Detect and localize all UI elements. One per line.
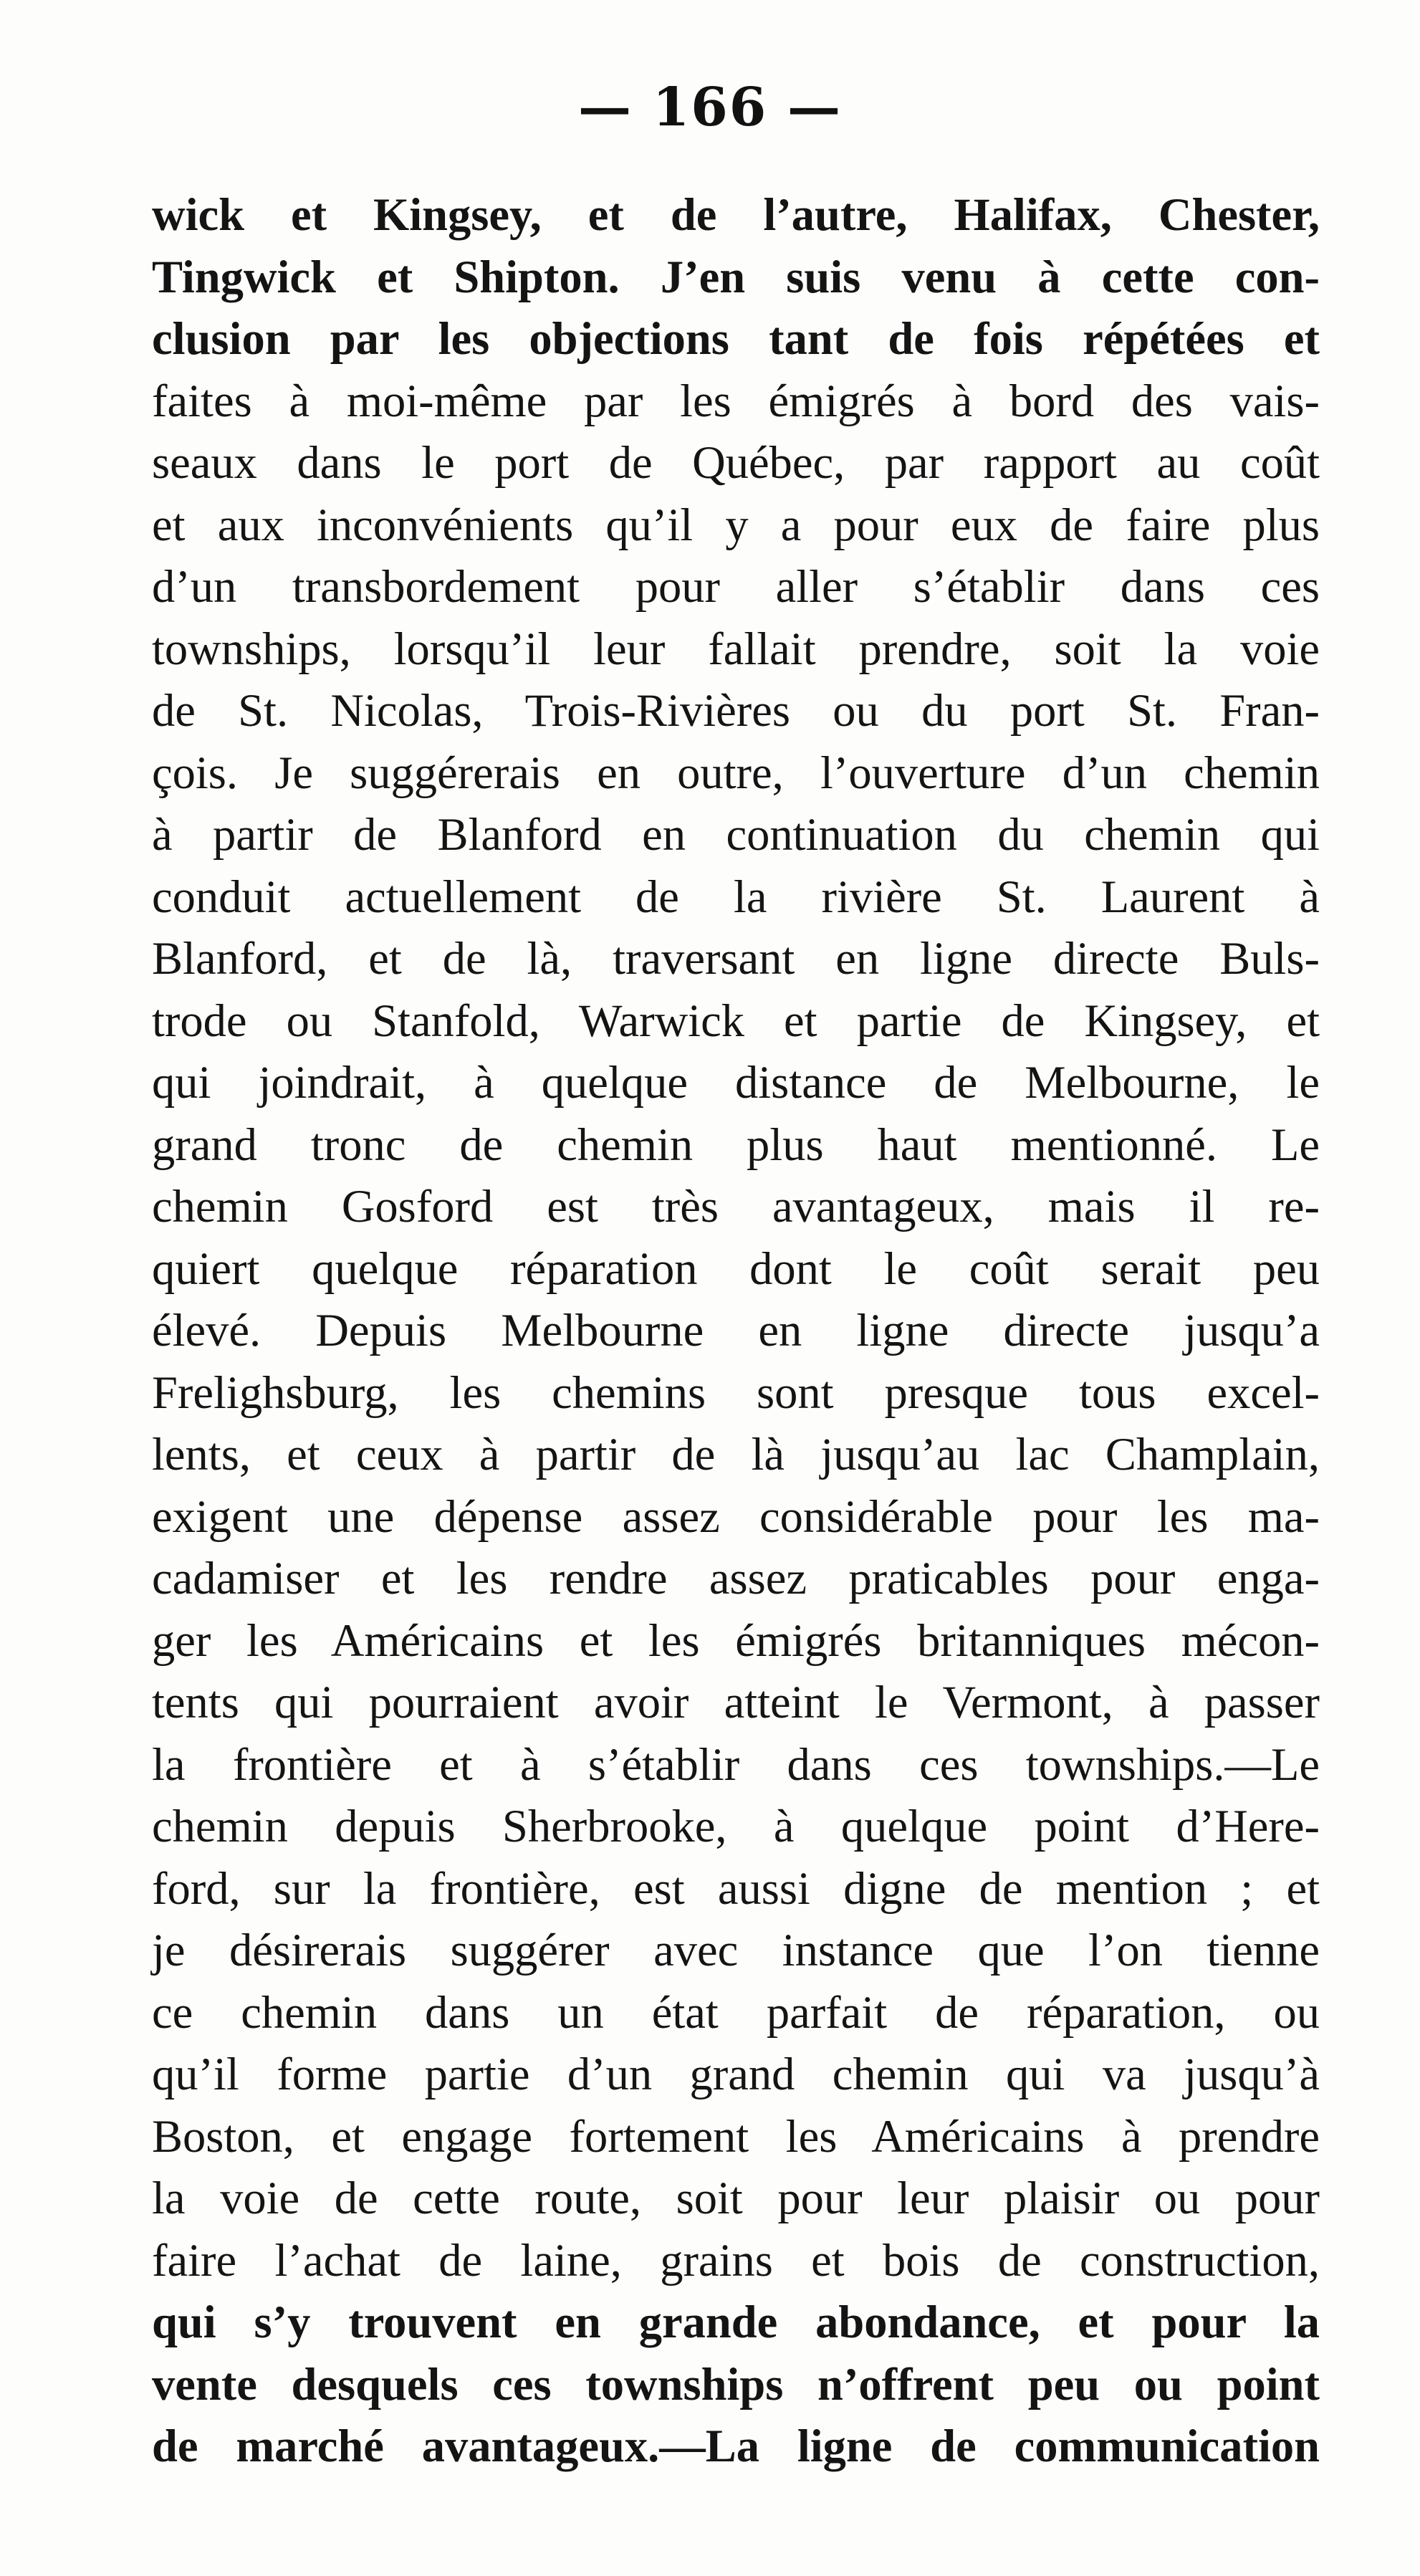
text-line: faire l’achat de laine, grains et bois de construction, [152, 2234, 1320, 2286]
text-line: et aux inconvénients qu’il y a pour eux de faire plus [152, 499, 1320, 550]
text-line: qui s’y trouvent en grande abondance, et pour la [152, 2297, 1320, 2347]
text-line: ce chemin dans un état parfait de réparation, ou [152, 1986, 1320, 2038]
text-line: seaux dans le port de Québec, par rapport au coût [152, 437, 1320, 488]
text-line: qu’il forme partie d’un grand chemin qui va jusqu’à [152, 2049, 1320, 2099]
text-line: qui joindrait, à quelque distance de Melbourne, le [152, 1057, 1320, 1108]
text-line: quiert quelque réparation dont le coût serait peu [152, 1242, 1320, 1294]
text-line: ford, sur la frontière, est aussi digne de mention ; et [152, 1862, 1320, 1914]
text-line: chemin depuis Sherbrooke, à quelque point d’Here- [152, 1801, 1320, 1852]
text-line: grand tronc de chemin plus haut mentionné. Le [152, 1119, 1320, 1170]
text-line: chemin Gosford est très avantageux, mais il re- [152, 1181, 1320, 1232]
text-line: la voie de cette route, soit pour leur plaisir ou pour [152, 2173, 1320, 2223]
text-line: ger les Américains et les émigrés britanniques mécon- [152, 1614, 1320, 1666]
text-line: élevé. Depuis Melbourne en ligne directe jusqu’a [152, 1305, 1320, 1356]
text-line: conduit actuellement de la rivière St. Laurent à [152, 871, 1320, 922]
text-line: Blanford, et de là, traversant en ligne directe Buls- [152, 933, 1320, 984]
text-line: Tingwick et Shipton. J’en suis venu à cette con- [152, 251, 1320, 302]
text-line: de marché avantageux.—La ligne de communication [152, 2421, 1320, 2471]
body-text [152, 184, 1320, 2478]
text-line: lents, et ceux à partir de là jusqu’au lac Champlain, [152, 1429, 1320, 1480]
text-line: trode ou Stanfold, Warwick et partie de Kingsey, et [152, 995, 1320, 1046]
text-line: Frelighsburg, les chemins sont presque tous excel- [152, 1366, 1320, 1418]
text-line: faites à moi-même par les émigrés à bord des vais- [152, 375, 1320, 426]
text-line: çois. Je suggérerais en outre, l’ouverture d’un chemin [152, 747, 1320, 798]
text-line: la frontière et à s’établir dans ces townships.—Le [152, 1738, 1320, 1790]
text-line: exigent une dépense assez considérable pour les ma- [152, 1490, 1320, 1542]
text-line: de St. Nicolas, Trois-Rivières ou du port St. Fran- [152, 685, 1320, 736]
text-line: wick et Kingsey, et de l’autre, Halifax, Chester, [152, 189, 1320, 240]
text-line: d’un transbordement pour aller s’établir dans ces [152, 561, 1320, 612]
page-number: — 166 — [578, 77, 842, 138]
text-line: je désirerais suggérer avec instance que l’on tienne [152, 1925, 1320, 1976]
text-line: vente desquels ces townships n’offrent peu ou point [152, 2358, 1320, 2410]
text-line: townships, lorsqu’il leur fallait prendre, soit la voie [152, 623, 1320, 674]
text-line: à partir de Blanford en continuation du chemin qui [152, 809, 1320, 860]
text-line: cadamiser et les rendre assez praticables pour enga- [152, 1553, 1320, 1604]
text-line: clusion par les objections tant de fois répétées et [152, 313, 1320, 364]
text-line: tents qui pourraient avoir atteint le Vermont, à passer [152, 1677, 1320, 1728]
text-line: Boston, et engage fortement les Américains à prendre [152, 2110, 1320, 2162]
